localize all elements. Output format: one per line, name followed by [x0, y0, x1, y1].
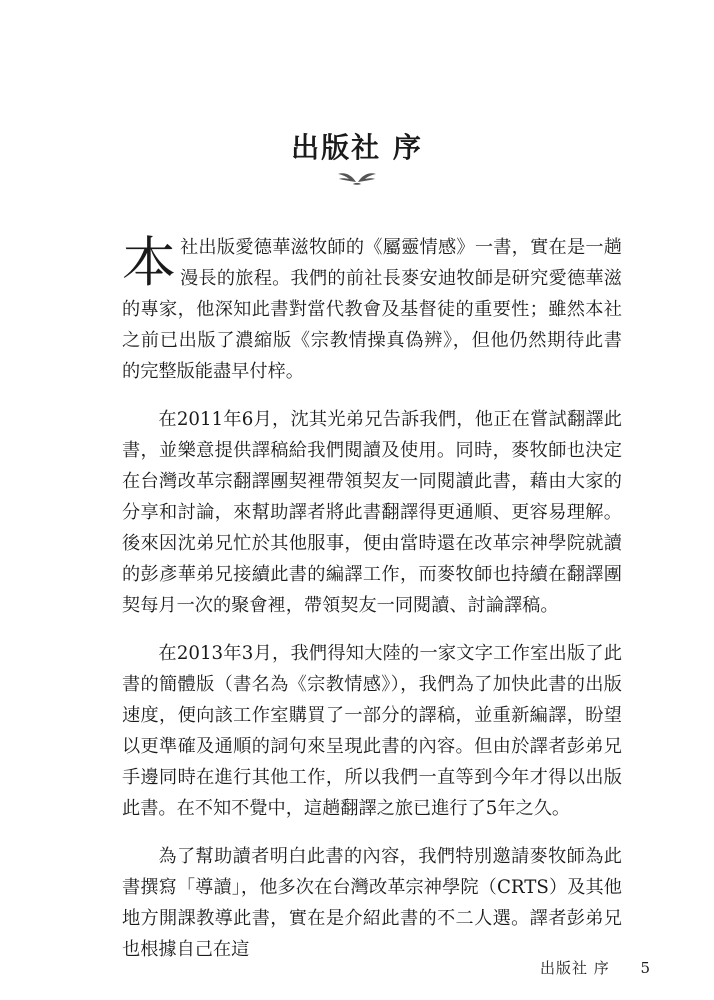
page-title: 出版社 序: [291, 131, 423, 164]
wing-ornament-icon: [337, 170, 377, 186]
paragraph-1-text: 社出版愛德華滋牧師的《屬靈情感》一書，實在是一趟漫長的旅程。我們的前社長麥安迪牧師是研究愛德華滋的專家，他深知此書對當代教會及基督徒的重要性；雖然本社之前已出版了濃縮版《宗教情操真偽辨》，但他仍然期待此書的完整版能盡早付梓。: [122, 237, 622, 382]
preface-body: [122, 232, 622, 965]
drop-cap: 本: [122, 231, 176, 294]
paragraph-2: 在2011年6月，沈其光弟兄告訴我們，他正在嘗試翻譯此書，並樂意提供譯稿給我們閱讀及使用。同時，麥牧師也決定在台灣改革宗翻譯團契裡帶領契友一同閱讀此書，藉由大家的分享和討論，來幫助譯者將此書翻譯得更通順、更容易理解。後來因沈弟兄忙於其他服事，便由當時還在改革宗神學院就讀的彭彥華弟兄接續此書的編譯工作，而麥牧師也持續在翻譯團契每月一次的聚會裡，帶領契友一同閱讀、討論譯稿。: [122, 409, 622, 616]
paragraph-4: 為了幫助讀者明白此書的內容，我們特別邀請麥牧師為此書撰寫「導讀」，他多次在台灣改革宗神學院（CRTS）及其他地方開課教導此書，實在是介紹此書的不二人選。譯者彭弟兄也根據自己在這: [122, 846, 622, 960]
page-number: 5: [640, 959, 650, 977]
footer-title: 出版社 序: [540, 959, 610, 977]
paragraph-1: [122, 232, 622, 387]
paragraph-3: 在2013年3月，我們得知大陸的一家文字工作室出版了此書的簡體版（書名為《宗教情感》），我們為了加快此書的出版速度，便向該工作室購買了一部分的譯稿，並重新編譯，盼望以更準確及通順的詞句來呈現此書的內容。但由於譯者彭弟兄手邊同時在進行其他工作，所以我們一直等到今年才得以出版此書。在不知不覺中，這趟翻譯之旅已進行了5年之久。: [122, 643, 622, 819]
